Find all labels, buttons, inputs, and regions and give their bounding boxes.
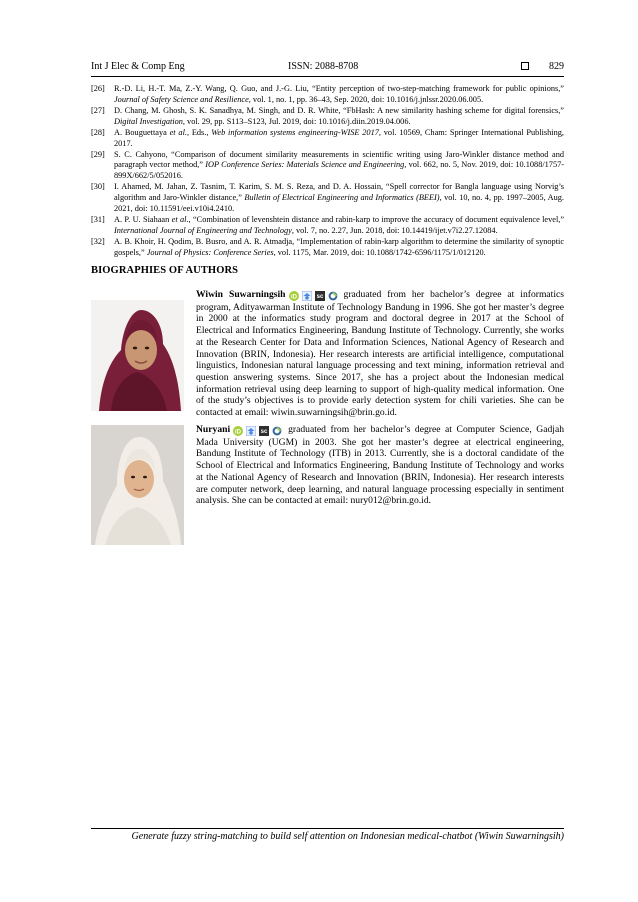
reference-item xyxy=(91,237,564,258)
reference-item xyxy=(91,215,564,236)
reference-number: [31] xyxy=(91,214,105,224)
svg-text:iD: iD xyxy=(235,429,242,436)
reference-number: [27] xyxy=(91,105,105,115)
page-number: 829 xyxy=(549,61,564,72)
reference-segment: D. Chang, M. Ghosh, S. K. Sanadhya, M. Singh, and D. R. White, “FbHash: A new similarity hashing scheme for digital forensics,” xyxy=(114,105,564,115)
biography-text: graduated from her bachelor’s degree at Computer Science, Gadjah Mada University (UGM) in 2003. She got her master’s degree at electrical engineering, Bandung Institute of Technology (ITB) in 2013. Currently, she is a doctoral candidate of the School of Electrical and Informatics Engineering, Bandung Institute of Technology and works at the National Agency of Research and Innovation (BRIN, Indonesia). Her research interests are computer network, deep learning, and natural language processing especially in sentiment analysis. She can be contacted at email: nury012@brin.go.id. xyxy=(196,424,564,507)
reference-text xyxy=(114,128,564,149)
reference-text xyxy=(114,84,564,105)
author-profile-icons xyxy=(289,290,341,302)
reference-text xyxy=(114,237,564,258)
reference-segment: A. Bouguettaya xyxy=(114,127,170,137)
scopus-icon[interactable] xyxy=(259,426,269,436)
reference-segment: S. C. Cahyono, “Comparison of document similarity measurements in scientific writing using Jaro-Winkler distance method and paragraph vector method,” xyxy=(114,149,564,170)
page-number-group xyxy=(521,60,564,74)
issn: ISSN: 2088-8708 xyxy=(288,61,359,72)
reference-italic-segment: Digital Investigation xyxy=(114,116,183,126)
reference-list xyxy=(91,84,564,259)
reference-segment: , vol. 1, no. 1, pp. 36–43, Sep. 2020, doi: 10.1016/j.jnlssr.2020.06.005. xyxy=(248,94,484,104)
publons-icon[interactable] xyxy=(328,291,338,301)
reference-segment: , vol. 662, no. 5, Nov. 2019, doi: 10.1088/1757-899X/662/5/052016. xyxy=(114,160,565,181)
google-scholar-icon[interactable] xyxy=(302,291,312,301)
reference-italic-segment: Web information systems engineering-WISE 2017 xyxy=(211,127,379,137)
biography-wiwin xyxy=(196,289,564,419)
reference-italic-segment: Bulletin of Electrical Engineering and Informatics (BEEI) xyxy=(244,193,440,203)
reference-segment: , vol. 10569, Cham: Springer International Publishing, 2017. xyxy=(114,127,564,148)
reference-italic-segment: Journal of Physics: Conference Series xyxy=(146,247,274,257)
reference-segment: , vol. 1175, Mar. 2019, doi: 10.1088/1742-6596/1175/1/012120. xyxy=(273,247,486,257)
author-photo-nuryani xyxy=(91,425,184,545)
biography-nuryani xyxy=(196,424,564,507)
reference-italic-segment: Journal of Safety Science and Resilience xyxy=(114,94,249,104)
author-photo-1-image xyxy=(91,300,184,411)
section-title: BIOGRAPHIES OF AUTHORS xyxy=(91,265,239,276)
header-rule xyxy=(91,76,564,77)
reference-segment: , Eds., xyxy=(186,127,212,137)
reference-segment: R.-D. Li, H.-T. Ma, Z.-Y. Wang, Q. Guo, and J.-G. Liu, “Entity perception of two-step-matching framework for public opinions,” xyxy=(114,84,564,93)
orcid-icon[interactable] xyxy=(233,426,243,436)
author-profile-icons xyxy=(233,425,285,437)
svg-text:sc: sc xyxy=(316,293,323,300)
reference-segment: , vol. 7, no. 2.27, Jun. 2018, doi: 10.14419/ijet.v7i2.27.12084. xyxy=(291,225,498,235)
reference-item xyxy=(91,128,564,149)
reference-number: [26] xyxy=(91,84,105,93)
publons-icon[interactable] xyxy=(272,426,282,436)
author-photo-wiwin xyxy=(91,300,184,411)
orcid-icon[interactable] xyxy=(289,291,299,301)
running-header xyxy=(91,60,564,74)
reference-segment: , vol. 29, pp. S113–S123, Jul. 2019, doi: 10.1016/j.diin.2019.04.006. xyxy=(182,116,411,126)
author-name: Wiwin Suwarningsih xyxy=(196,289,286,300)
reference-segment: A. P. U. Siahaan xyxy=(114,214,172,224)
reference-number: [29] xyxy=(91,149,105,159)
reference-text xyxy=(114,150,564,182)
reference-segment: I. Ahamed, M. Jahan, Z. Tasnim, T. Karim, S. M. S. Reza, and D. A. Hossain, “Spell corrector for Bangla language using Norvig’s algorithm and Jaro-Winkler distance,” xyxy=(114,182,564,203)
biography-text: graduated from her bachelor’s degree at informatics program, Adityawarman Institute of Technology Bandung in 1996. She got her master’s degree in 2000 at the informatics study program and doctoral degree in 2017 at the School of Electrical and Informatics Engineering, Bandung Institute of Technology. Currently, she works at the Research Center for Data and Information Sciences, National Agency of Research and Innovation (BRIN, Indonesia). Her research interests are artificial intelligence, computational linguistics, Indonesian natural language processing and text mining, information retrieval and question answering systems. Since 2017, she has a project about the Indonesian medical information retrieval using deep learning to support of high-quality medical information. One of the study’s objectives is to provide early detection system for chili varieties. She can be contacted at email: wiwin.suwarningsih@brin.go.id. xyxy=(196,289,565,419)
reference-italic-segment: International Journal of Engineering and Technology xyxy=(114,225,292,235)
svg-text:sc: sc xyxy=(260,428,268,435)
svg-text:iD: iD xyxy=(290,294,297,301)
scopus-icon[interactable] xyxy=(315,291,325,301)
reference-segment: , vol. 10, no. 4, pp. 1997–2005, Aug. 2021, doi: 10.11591/eei.v10i4.2410. xyxy=(114,193,564,213)
reference-item xyxy=(91,182,564,214)
reference-segment: A. B. Khoir, H. Qodim, B. Busro, and A. R. Atmadja, “Implementation of rabin-karp algorithm to determine the similarity of synoptic gospels,” xyxy=(114,236,564,257)
footer-rule xyxy=(91,828,564,829)
reference-number: [28] xyxy=(91,127,105,137)
reference-number: [30] xyxy=(91,182,105,192)
reference-text xyxy=(114,215,564,236)
running-footer: Generate fuzzy string-matching to build self attention on Indonesian medical-chatbot (Wiwin Suwarningsih) xyxy=(131,831,564,842)
reference-number: [32] xyxy=(91,236,105,246)
reference-text xyxy=(114,106,564,127)
reference-item xyxy=(91,150,564,182)
reference-italic-segment: et al. xyxy=(169,127,187,137)
google-scholar-icon[interactable] xyxy=(246,426,256,436)
reference-italic-segment: IOP Conference Series: Materials Science and Engineering xyxy=(205,160,405,170)
reference-text xyxy=(114,182,564,214)
checkbox-square-icon xyxy=(521,62,529,70)
reference-item xyxy=(91,106,564,127)
reference-italic-segment: et al. xyxy=(171,214,189,224)
journal-name: Int J Elec & Comp Eng xyxy=(91,61,185,72)
author-photo-2-image xyxy=(91,425,184,545)
reference-item xyxy=(91,84,564,105)
author-name: Nuryani xyxy=(196,424,231,435)
reference-segment: , “Combination of levenshtein distance and rabin-karp to improve the accuracy of document equivalence level,” xyxy=(188,214,565,224)
